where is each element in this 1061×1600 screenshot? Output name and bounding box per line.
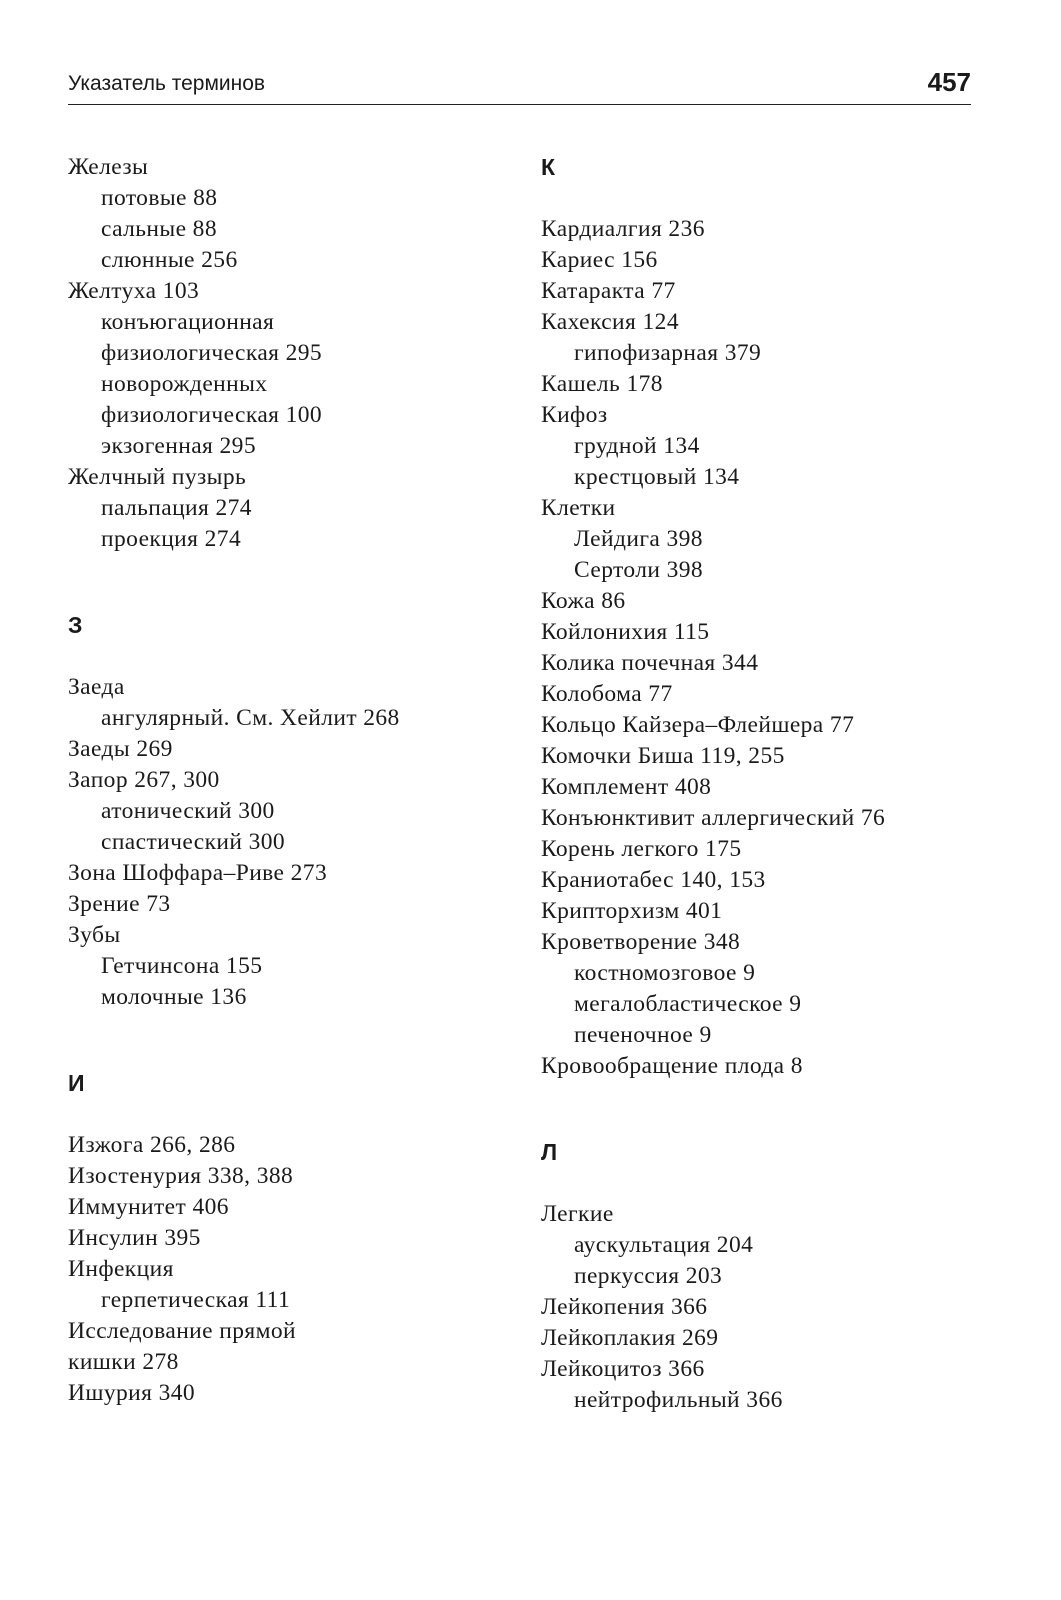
index-entry: Заеда [68, 674, 125, 700]
index-entry: Кифоз [541, 402, 608, 428]
index-entry: Колобома 77 [541, 681, 673, 707]
index-entry: Исследование прямой [68, 1318, 296, 1344]
index-subentry: экзогенная 295 [101, 433, 256, 459]
index-subentry: Сертоли 398 [574, 557, 704, 583]
section-spacer [68, 1013, 508, 1068]
index-entry: Изжога 266, 286 [68, 1132, 236, 1158]
index-subentry: печеночное 9 [574, 1022, 712, 1048]
index-entry: Комочки Биша 119, 255 [541, 743, 785, 769]
index-entry: Лейкоцитоз 366 [541, 1356, 705, 1382]
index-entry: Кольцо Кайзера–Флейшера 77 [541, 712, 855, 738]
page-number: 457 [927, 67, 971, 97]
index-entry: Заеды 269 [68, 736, 173, 762]
index-subentry: спастический 300 [101, 829, 286, 855]
section-letter-heading: И [68, 1070, 85, 1096]
index-entry: Ишурия 340 [68, 1380, 196, 1406]
index-subentry: физиологическая 100 [101, 402, 323, 428]
index-entry: Кожа 86 [541, 588, 626, 614]
index-subentry: аускультация 204 [574, 1232, 754, 1258]
index-entry: Краниотабес 140, 153 [541, 867, 766, 893]
index-subentry: новорожденных [101, 371, 268, 397]
index-entry: Инсулин 395 [68, 1225, 201, 1251]
heading-spacer [541, 1168, 1011, 1199]
index-entry: Кашель 178 [541, 371, 663, 397]
index-subentry: ангулярный. См. Хейлит 268 [101, 705, 400, 731]
index-entry: Лейкопения 366 [541, 1294, 708, 1320]
heading-spacer [68, 1099, 508, 1130]
index-subentry: Гетчинсона 155 [101, 953, 263, 979]
running-title: Указатель терминов [68, 72, 266, 95]
index-entry: Легкие [541, 1201, 614, 1227]
index-entry: Катаракта 77 [541, 278, 676, 304]
index-subentry: проекция 274 [101, 526, 242, 552]
index-entry: Кардиалгия 236 [541, 216, 705, 242]
heading-spacer [68, 641, 508, 672]
index-entry: кишки 278 [68, 1349, 179, 1375]
left-index-column [68, 152, 508, 1409]
index-entry: Зрение 73 [68, 891, 171, 917]
section-spacer [541, 1082, 1011, 1137]
section-letter-heading: З [68, 612, 83, 638]
index-subentry: грудной 134 [574, 433, 700, 459]
index-entry: Койлонихия 115 [541, 619, 710, 645]
page-header [68, 68, 971, 105]
index-subentry: мегалобластическое 9 [574, 991, 802, 1017]
index-entry: Клетки [541, 495, 616, 521]
index-subentry: сальные 88 [101, 216, 217, 242]
index-entry: Лейкоплакия 269 [541, 1325, 719, 1351]
index-entry: Желтуха 103 [68, 278, 200, 304]
index-subentry: герпетическая 111 [101, 1287, 291, 1313]
index-subentry: нейтрофильный 366 [574, 1387, 783, 1413]
index-entry: Конъюнктивит аллергический 76 [541, 805, 886, 831]
index-entry: Желчный пузырь [68, 464, 247, 490]
index-entry: Кровообращение плода 8 [541, 1053, 803, 1079]
index-subentry: атонический 300 [101, 798, 275, 824]
index-subentry: молочные 136 [101, 984, 247, 1010]
index-subentry: костномозговое 9 [574, 960, 756, 986]
index-entry: Иммунитет 406 [68, 1194, 229, 1220]
index-subentry: Лейдига 398 [574, 526, 703, 552]
index-entry: Колика почечная 344 [541, 650, 759, 676]
index-entry: Корень легкого 175 [541, 836, 742, 862]
index-entry: Зубы [68, 922, 121, 948]
index-entry: Кроветворение 348 [541, 929, 741, 955]
index-subentry: конъюгационная [101, 309, 275, 335]
index-entry: Комплемент 408 [541, 774, 712, 800]
index-entry: Инфекция [68, 1256, 174, 1282]
index-entry: Изостенурия 338, 388 [68, 1163, 294, 1189]
index-entry: Кариес 156 [541, 247, 658, 273]
index-entry: Запор 267, 300 [68, 767, 220, 793]
index-entry: Кахексия 124 [541, 309, 679, 335]
index-subentry: крестцовый 134 [574, 464, 740, 490]
heading-spacer [541, 183, 1011, 214]
index-entry: Крипторхизм 401 [541, 898, 723, 924]
section-letter-heading: К [541, 154, 556, 180]
index-subentry: пальпация 274 [101, 495, 252, 521]
index-subentry: гипофизарная 379 [574, 340, 762, 366]
section-spacer [68, 555, 508, 610]
right-index-column [541, 152, 1011, 1416]
index-subentry: потовые 88 [101, 185, 218, 211]
index-entry: Зона Шоффара–Риве 273 [68, 860, 328, 886]
index-subentry: физиологическая 295 [101, 340, 323, 366]
section-letter-heading: Л [541, 1139, 558, 1165]
index-subentry: перкуссия 203 [574, 1263, 723, 1289]
index-subentry: слюнные 256 [101, 247, 238, 273]
index-entry: Железы [68, 154, 149, 180]
